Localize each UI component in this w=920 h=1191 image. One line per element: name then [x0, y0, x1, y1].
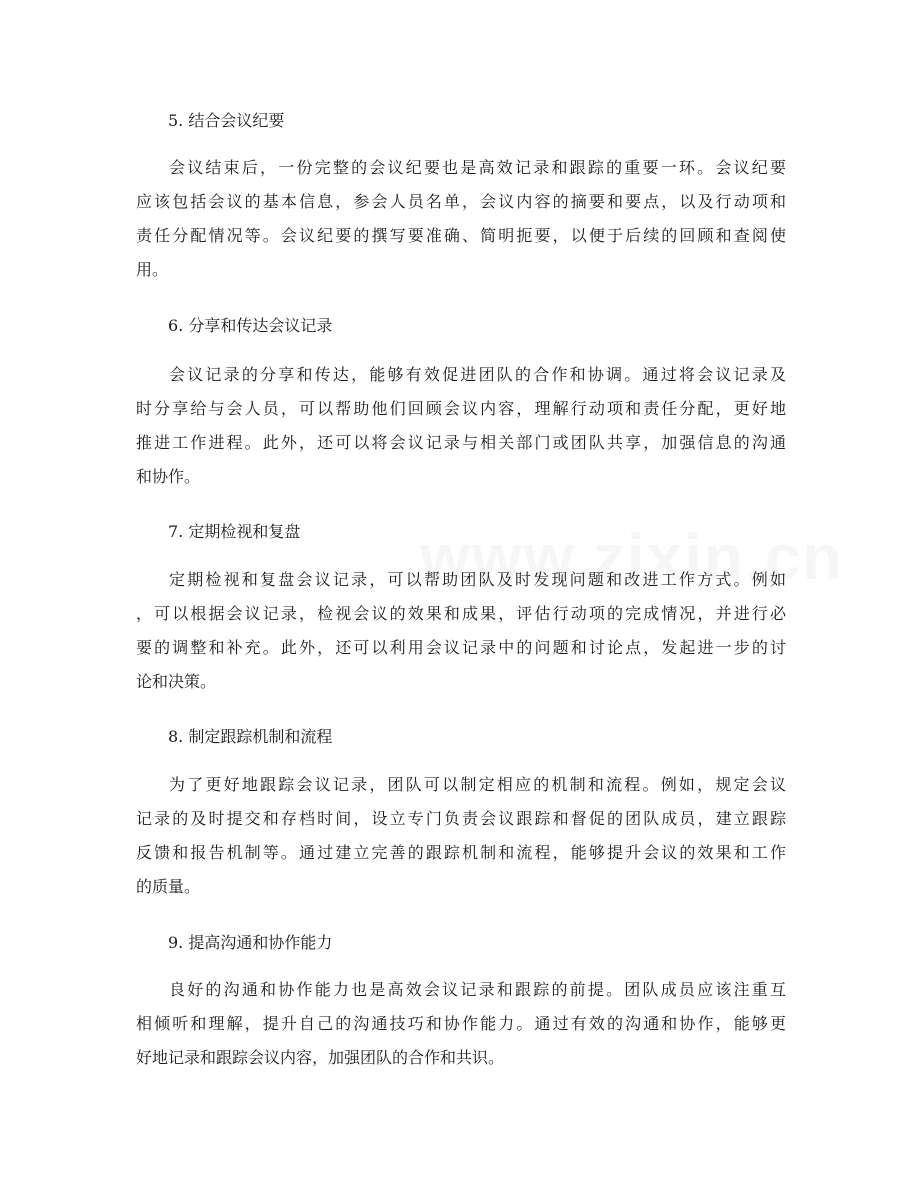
paragraph-line: 会议结束后，一份完整的会议纪要也是高效记录和跟踪的重要一环。会议纪要 — [169, 158, 786, 177]
paragraph-line: 记录的及时提交和存档时间，设立专门负责会议跟踪和督促的团队成员，建立跟踪 — [136, 809, 786, 828]
paragraph-line: 要的调整和补充。此外，还可以利用会议记录中的问题和讨论点，发起进一步的讨 — [136, 638, 786, 657]
paragraph-line: 时分享给与会人员，可以帮助他们回顾会议内容，理解行动项和责任分配，更好地 — [136, 399, 786, 418]
paragraph-line: 的质量。 — [136, 877, 201, 896]
paragraph-line: 好地记录和跟踪会议内容，加强团队的合作和共识。 — [136, 1048, 505, 1067]
paragraph-line: 责任分配情况等。会议纪要的撰写要准确、简明扼要，以便于后续的回顾和查阅使 — [136, 226, 786, 245]
paragraph-line: 为了更好地跟踪会议记录，团队可以制定相应的机制和流程。例如，规定会议 — [169, 775, 786, 794]
section-heading: 8. 制定跟踪机制和流程 — [168, 727, 333, 746]
paragraph-line: 论和决策。 — [136, 672, 217, 691]
section-heading: 7. 定期检视和复盘 — [168, 522, 301, 541]
section-paragraph — [136, 768, 786, 904]
paragraph-line: 反馈和报告机制等。通过建立完善的跟踪机制和流程，能够提升会议的效果和工作 — [136, 843, 786, 862]
section-heading: 6. 分享和传达会议记录 — [168, 316, 333, 335]
paragraph-line: 推进工作进程。此外，还可以将会议记录与相关部门或团队共享，加强信息的沟通 — [136, 433, 786, 452]
paragraph-line: 定期检视和复盘会议记录，可以帮助团队及时发现问题和改进工作方式。例如 — [169, 570, 786, 589]
section-paragraph — [136, 563, 786, 699]
paragraph-line: 用。 — [136, 260, 169, 279]
paragraph-line: 会议记录的分享和传达，能够有效促进团队的合作和协调。通过将会议记录及 — [169, 365, 786, 384]
section-paragraph — [136, 358, 786, 494]
section-paragraph — [136, 151, 786, 287]
paragraph-line: 相倾听和理解，提升自己的沟通技巧和协作能力。通过有效的沟通和协作，能够更 — [136, 1014, 786, 1033]
section-heading: 9. 提高沟通和协作能力 — [168, 933, 333, 952]
paragraph-line: 和协作。 — [136, 467, 201, 486]
section-paragraph — [136, 973, 786, 1075]
section-heading: 5. 结合会议纪要 — [168, 111, 285, 130]
paragraph-line: 良好的沟通和协作能力也是高效会议记录和跟踪的前提。团队成员应该注重互 — [169, 980, 786, 999]
paragraph-line: 应该包括会议的基本信息，参会人员名单，会议内容的摘要和要点，以及行动项和 — [136, 192, 786, 211]
paragraph-line: ，可以根据会议记录，检视会议的效果和成果，评估行动项的完成情况，并进行必 — [136, 604, 786, 623]
